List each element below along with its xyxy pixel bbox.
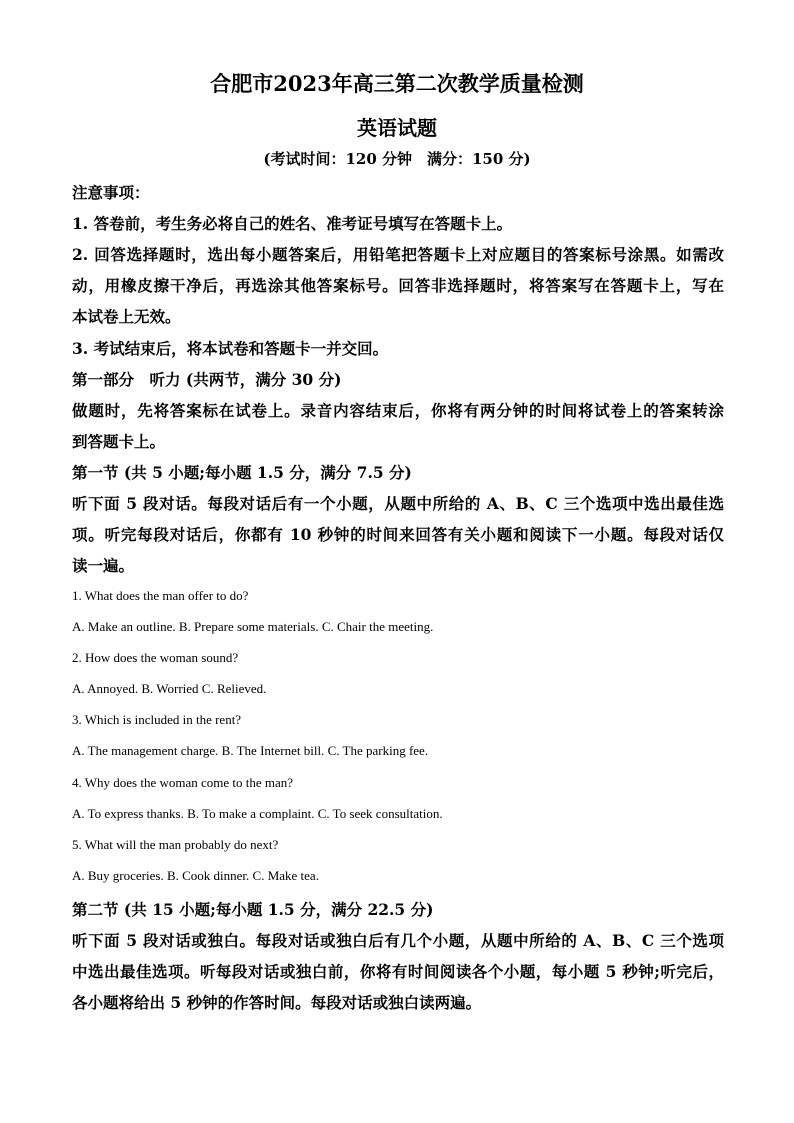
question-5: 5. What will the man probably do next? (72, 837, 279, 852)
note-item-2-line-2: 动，用橡皮擦干净后，再选涂其他答案标号。回答非选择题时，将答案写在答题卡上，写在 (72, 276, 724, 295)
section1-heading: 第一节 (共 5 小题;每小题 1.5 分，满分 7.5 分) (72, 463, 412, 482)
section2-heading: 第二节 (共 15 小题;每小题 1.5 分，满分 22.5 分) (72, 900, 434, 919)
section2-instruction-line-2: 中选出最佳选项。听每段对话或独白前，你将有时间阅读各个小题，每小题 5 秒钟;听完后， (72, 962, 724, 981)
exam-title: 合肥市2023年高三第二次教学质量检测 (210, 71, 584, 96)
question-4-options: A. To express thanks. B. To make a complaint. C. To seek consultation. (72, 806, 443, 821)
question-4: 4. Why does the woman come to the man? (72, 775, 294, 790)
note-item-2-line-1: 2. 回答选择题时，选出每小题答案后，用铅笔把答题卡上对应题目的答案标号涂黑。如需改 (72, 245, 724, 264)
section1-instruction-line-2: 项。听完每段对话后，你都有 10 秒钟的时间来回答有关小题和阅读下一小题。每段对话仅 (72, 525, 724, 544)
note-item-3: 3. 考试结束后，将本试卷和答题卡一并交回。 (72, 339, 389, 358)
question-5-options: A. Buy groceries. B. Cook dinner. C. Make tea. (72, 868, 319, 883)
question-3-options: A. The management charge. B. The Internet bill. C. The parking fee. (72, 743, 429, 758)
section1-instruction-line-1: 听下面 5 段对话。每段对话后有一个小题，从题中所给的 A、B、C 三个选项中选出最佳选 (72, 494, 724, 513)
part1-instruction-line-2: 到答题卡上。 (72, 432, 166, 451)
note-item-2-line-3: 本试卷上无效。 (72, 307, 181, 326)
notes-heading: 注意事项： (72, 183, 150, 202)
section2-instruction-line-1: 听下面 5 段对话或独白。每段对话或独白后有几个小题，从题中所给的 A、B、C 三个选项 (72, 931, 724, 950)
question-2: 2. How does the woman sound? (72, 650, 239, 665)
question-1: 1. What does the man offer to do? (72, 588, 249, 603)
part1-heading: 第一部分 听力 (共两节，满分 30 分) (72, 370, 342, 389)
note-item-1: 1. 答卷前，考生务必将自己的姓名、准考证号填写在答题卡上。 (72, 214, 513, 233)
exam-info: (考试时间：120 分钟 满分：150 分) (263, 150, 531, 168)
part1-instruction-line-1: 做题时，先将答案标在试卷上。录音内容结束后，你将有两分钟的时间将试卷上的答案转涂 (72, 401, 724, 420)
question-3: 3. Which is included in the rent? (72, 712, 242, 727)
section2-instruction-line-3: 各小题将给出 5 秒钟的作答时间。每段对话或独白读两遍。 (72, 993, 482, 1012)
question-2-options: A. Annoyed. B. Worried C. Relieved. (72, 681, 267, 696)
question-1-options: A. Make an outline. B. Prepare some materials. C. Chair the meeting. (72, 619, 434, 634)
subject-title: 英语试题 (357, 116, 437, 140)
section1-instruction-line-3: 读一遍。 (72, 556, 135, 575)
